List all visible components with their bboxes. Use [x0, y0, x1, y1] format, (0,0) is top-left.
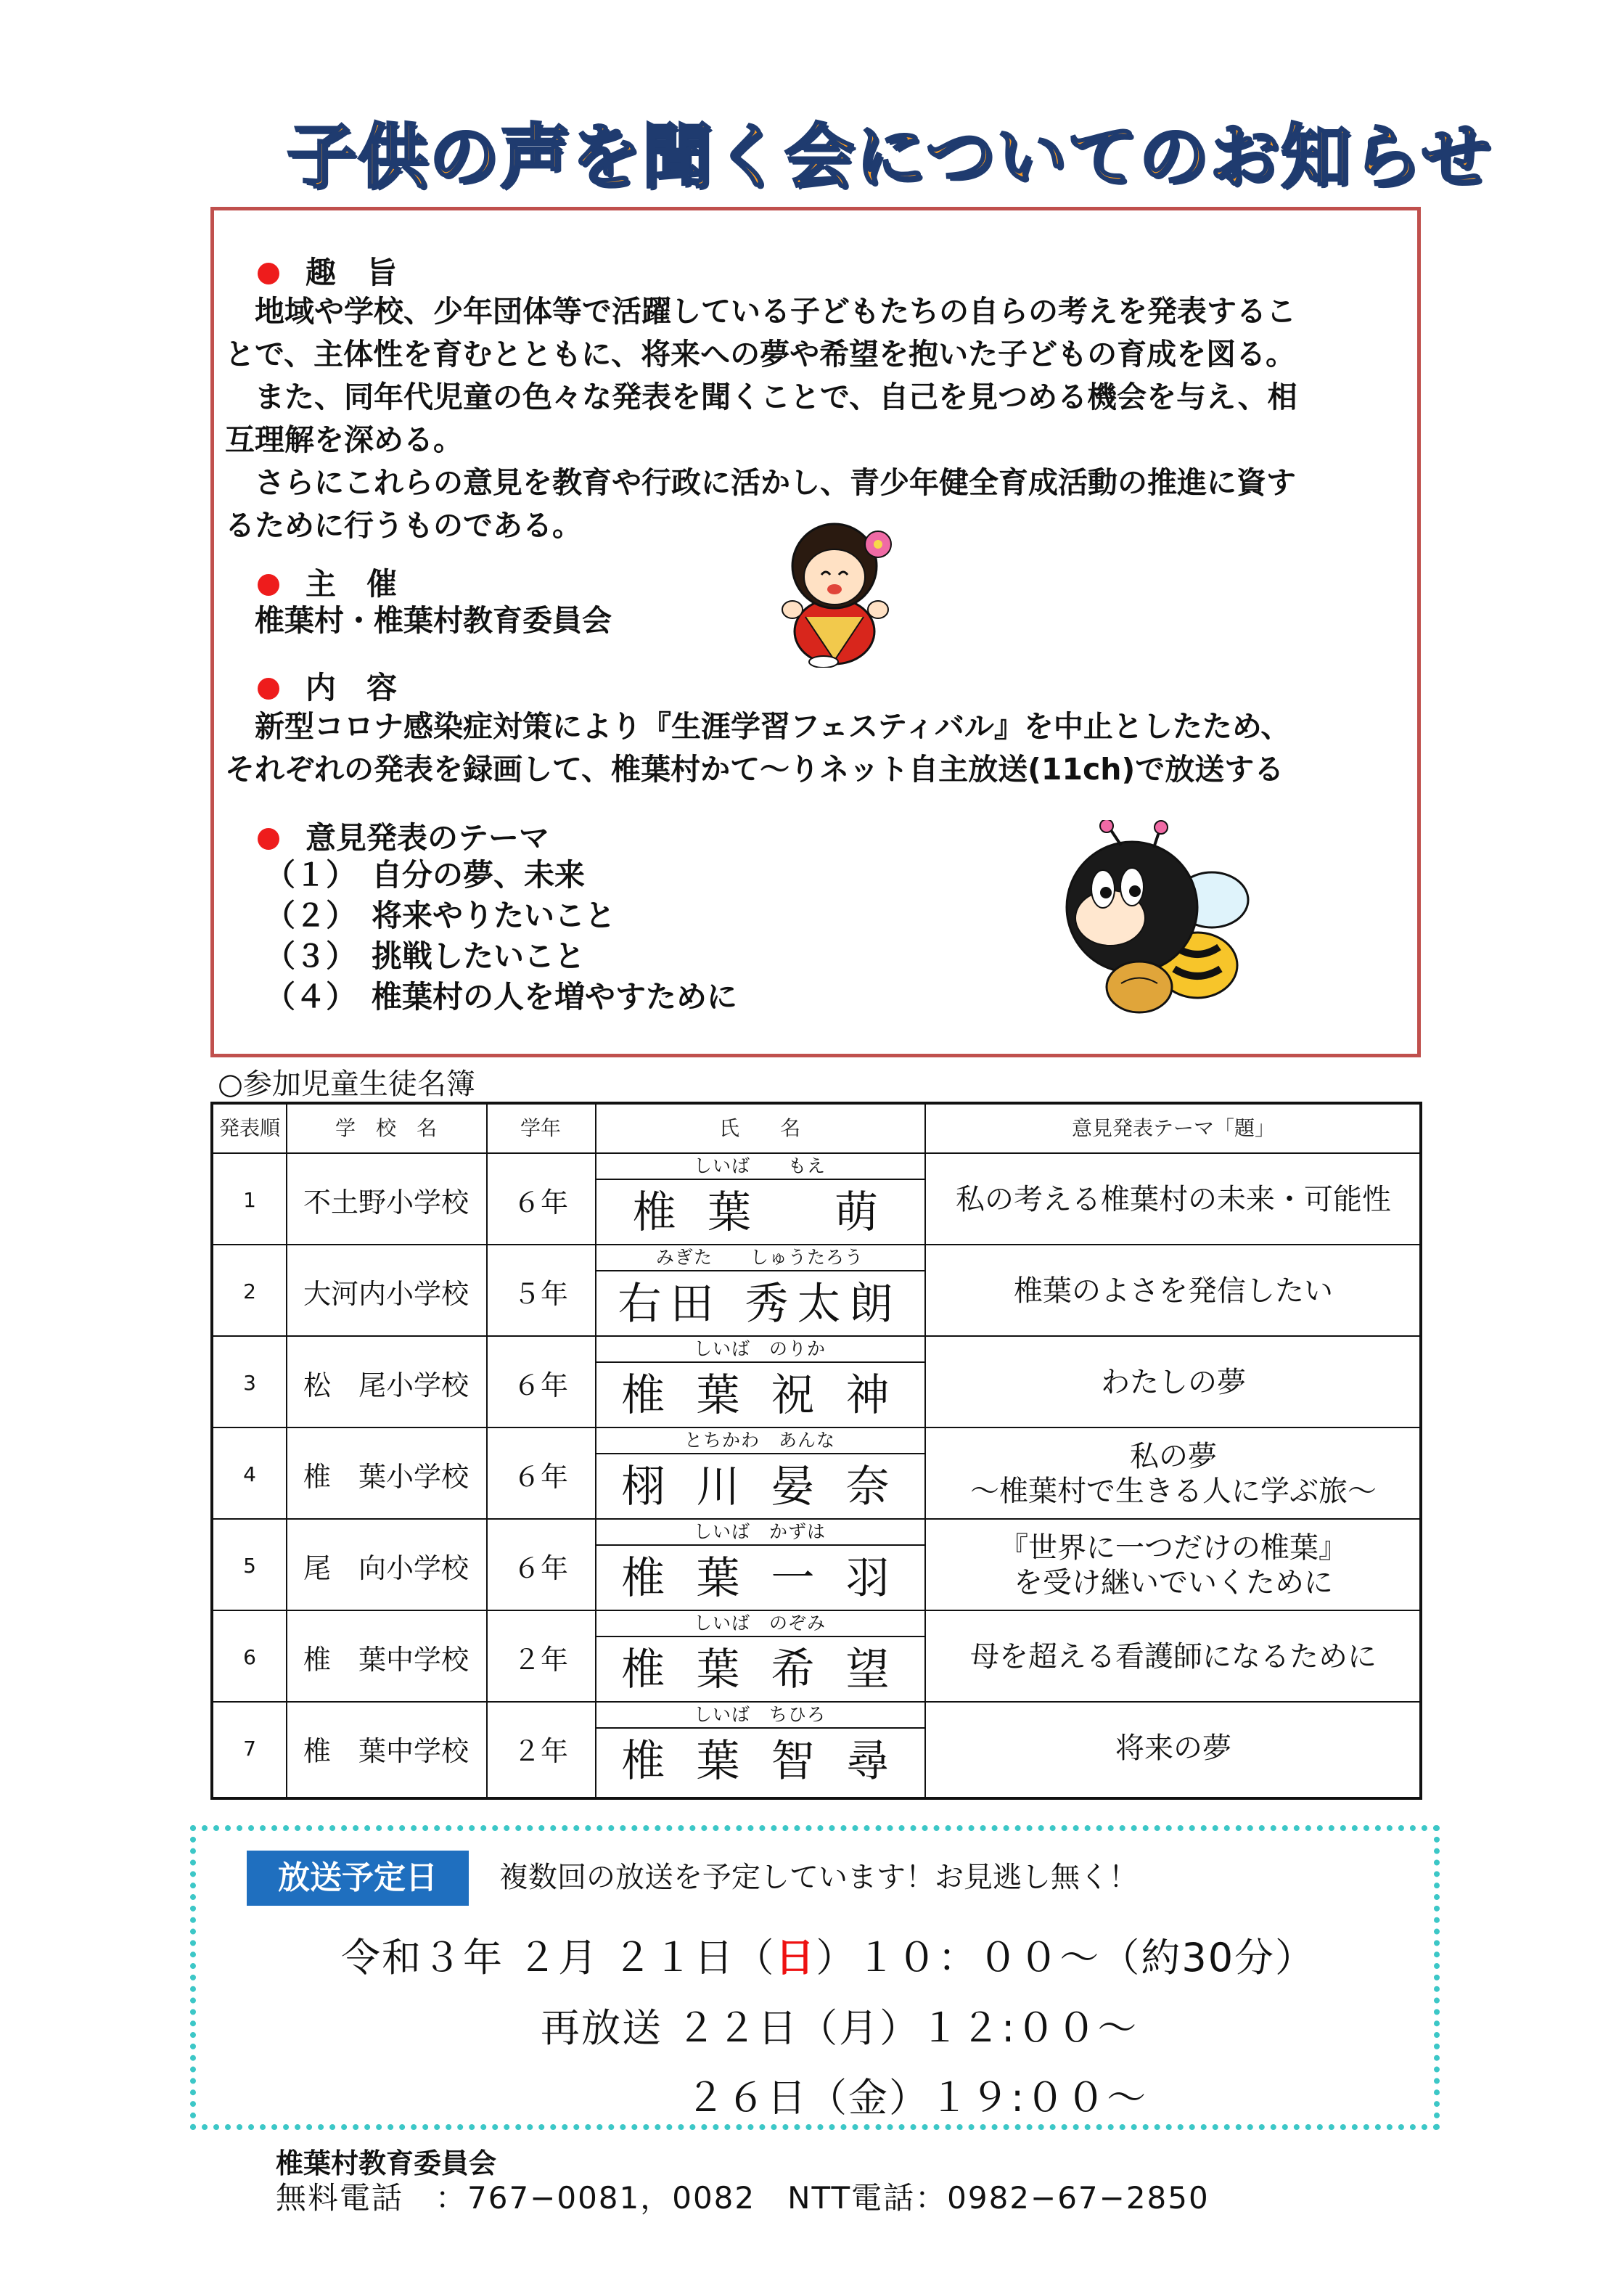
row-school: 松 尾小学校: [303, 1369, 469, 1401]
row-school: 椎 葉中学校: [303, 1643, 469, 1676]
broadcast-note: 複数回の放送を予定しています！お見逃し無く！: [499, 1861, 1138, 1894]
purpose-text: [225, 290, 1297, 547]
row-grade: ６年: [512, 1186, 568, 1218]
row-number: 6: [243, 1644, 256, 1669]
student-name: 右田 秀太朗: [618, 1279, 902, 1330]
row-grade: ２年: [512, 1643, 568, 1676]
row-theme: 『世界に一つだけの椎葉』 を受け継いでいくために: [999, 1531, 1348, 1599]
content-text: [225, 705, 1290, 791]
row-name-cell: [595, 1428, 924, 1520]
broadcast-badge: 放送予定日: [247, 1851, 469, 1906]
row-theme: 将来の夢: [1115, 1732, 1231, 1765]
purpose-line: るために行うものである。: [225, 508, 582, 543]
row-grade: ２年: [512, 1734, 568, 1767]
rebroadcast-date-1: 再放送 ２２日（月）１２:００～: [541, 2005, 1139, 2051]
table-row: [213, 1428, 1419, 1520]
header-school: 学 校 名: [335, 1116, 437, 1140]
content-heading: 内 容: [258, 664, 397, 708]
row-theme: 椎葉のよさを発信したい: [1014, 1274, 1333, 1308]
row-school: 不土野小学校: [303, 1186, 469, 1218]
organization-name: 椎葉村教育委員会: [276, 2147, 497, 2179]
mascot-bee-illustration: [1052, 820, 1255, 1023]
theme-item: （３） 挑戦したいこと: [265, 938, 586, 974]
row-grade: ６年: [512, 1552, 568, 1584]
roster-table: [210, 1102, 1422, 1800]
row-number: 3: [243, 1370, 256, 1395]
name-reading: しいば かずは: [693, 1521, 826, 1542]
row-theme: 私の夢 ～椎葉村で生きる人に学ぶ旅～: [970, 1440, 1377, 1508]
row-grade: ６年: [512, 1460, 568, 1493]
purpose-line: また、同年代児童の色々な発表を聞くことで、自己を見つめる機会を与え、相: [225, 380, 1297, 414]
table-row: [213, 1337, 1419, 1428]
row-school: 尾 向小学校: [303, 1552, 469, 1584]
header-no: 発表順: [218, 1116, 280, 1140]
row-grade: ６年: [512, 1369, 568, 1401]
row-theme: 私の考える椎葉村の未来・可能性: [956, 1183, 1391, 1216]
student-name: 栩 川 晏 奈: [621, 1462, 898, 1512]
table-row: [213, 1520, 1419, 1611]
row-number: 5: [243, 1553, 256, 1578]
mascot-girl-illustration: [762, 508, 907, 668]
row-name-cell: [595, 1337, 924, 1428]
purpose-heading: 趣 旨: [258, 249, 397, 292]
bullet-icon: [258, 678, 279, 700]
themes-heading: 意見発表のテーマ: [258, 814, 549, 858]
row-grade: ５年: [512, 1277, 568, 1310]
table-row: [213, 1154, 1419, 1245]
row-school: 大河内小学校: [303, 1277, 469, 1310]
header-grade: 学年: [520, 1116, 561, 1140]
purpose-line: 地域や学校、少年団体等で活躍している子どもたちの自らの考えを発表するこ: [225, 294, 1296, 329]
row-school: 椎 葉小学校: [303, 1460, 469, 1493]
name-reading: しいば のりか: [693, 1338, 826, 1359]
host-heading: 主 催: [258, 560, 397, 604]
purpose-line: 互理解を深める。: [225, 422, 463, 457]
row-theme: わたしの夢: [1101, 1366, 1246, 1399]
contact-phone: 無料電話 ：767−0081，0082 NTT電話：0982−67−2850: [276, 2180, 1210, 2216]
row-number: 7: [243, 1736, 256, 1761]
row-name-cell: [595, 1611, 924, 1703]
host-text: 椎葉村・椎葉村教育委員会: [225, 603, 612, 638]
row-theme: 母を超える看護師になるために: [970, 1640, 1377, 1674]
name-reading: とちかわ あんな: [684, 1430, 835, 1451]
student-name: 椎 葉 一 羽: [621, 1553, 898, 1604]
table-row: [213, 1245, 1419, 1337]
row-number: 1: [243, 1187, 256, 1212]
purpose-line: さらにこれらの意見を教育や行政に活かし、青少年健全育成活動の推進に資す: [225, 465, 1296, 500]
bullet-icon: [258, 574, 279, 596]
row-number: 4: [243, 1462, 256, 1486]
header-theme: 意見発表テーマ「題」: [1071, 1116, 1275, 1140]
broadcast-date-main: 令和３年 ２月 ２１日（日）１０：００～（約30分）: [341, 1935, 1316, 1980]
table-row: [213, 1703, 1419, 1794]
page-title: 子供の声を聞く会についてのお知らせ: [287, 116, 1493, 197]
name-reading: しいば もえ: [693, 1155, 826, 1176]
student-name: 椎 葉 萌: [632, 1187, 887, 1238]
student-name: 椎 葉 希 望: [621, 1644, 898, 1695]
row-name-cell: [595, 1245, 924, 1337]
content-line: 新型コロナ感染症対策により『生涯学習フェスティバル』を中止としたため、: [225, 709, 1291, 744]
rebroadcast-date-2: ２６日（金）１９:００～: [686, 2075, 1148, 2121]
row-name-cell: [595, 1154, 924, 1245]
name-reading: みぎた しゅうたろう: [655, 1247, 864, 1268]
name-reading: しいば ちひろ: [693, 1704, 826, 1725]
student-name: 椎 葉 祝 神: [621, 1370, 898, 1421]
row-number: 2: [243, 1279, 256, 1303]
theme-item: （２） 将来やりたいこと: [265, 898, 616, 933]
header-name: 氏 名: [718, 1116, 800, 1140]
row-name-cell: [595, 1703, 924, 1794]
theme-item: （４） 椎葉村の人を増やすために: [265, 979, 738, 1015]
student-name: 椎 葉 智 尋: [621, 1736, 898, 1787]
themes-list: [265, 855, 737, 1017]
bullet-icon: [258, 263, 279, 284]
roster-title: ○参加児童生徒名簿: [218, 1068, 475, 1101]
table-row: [213, 1611, 1419, 1703]
broadcast-day-highlight: 日: [775, 1935, 816, 1980]
name-reading: しいば のぞみ: [693, 1613, 826, 1634]
bullet-icon: [258, 828, 279, 850]
content-line: それぞれの発表を録画して、椎葉村かて～りネット自主放送(11ch)で放送する: [225, 752, 1284, 787]
theme-item: （１） 自分の夢、未来: [265, 857, 586, 893]
row-name-cell: [595, 1520, 924, 1611]
purpose-line: とで、主体性を育むとともに、将来への夢や希望を抱いた子どもの育成を図る。: [225, 337, 1296, 372]
row-school: 椎 葉中学校: [303, 1734, 469, 1767]
